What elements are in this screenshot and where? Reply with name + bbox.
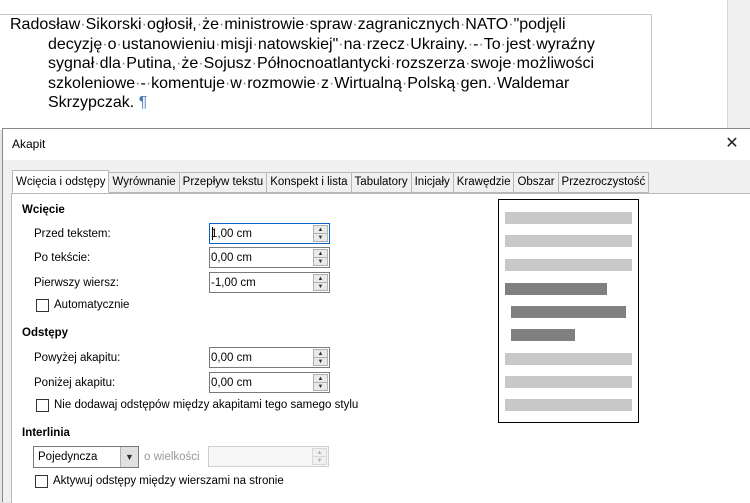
no-space-same-style-row[interactable] (36, 397, 358, 413)
spin-down-icon[interactable]: ▼ (313, 358, 328, 366)
after-text-input[interactable] (210, 248, 312, 267)
line-spacing-heading: Interlinia (22, 427, 70, 439)
after-text-label: Po tekście: (34, 252, 91, 264)
tab-alignment[interactable]: Wyrównanie (109, 172, 179, 193)
document-line: szkoleniowe·-·komentuje·w·rozmowie·z·Wirtualną·Polską·gen.·Waldemar (48, 74, 570, 92)
close-icon[interactable]: ✕ (725, 135, 739, 152)
space-mark: · (401, 74, 408, 92)
space-mark: · (141, 16, 147, 33)
automatic-checkbox[interactable] (36, 299, 49, 312)
space-mark: · (500, 35, 506, 53)
space-mark: · (390, 55, 396, 72)
space-mark: · (252, 35, 258, 53)
preview-line (511, 306, 626, 318)
chevron-down-icon[interactable]: ▼ (120, 447, 138, 467)
space-mark: · (135, 74, 141, 92)
spin-down-icon[interactable]: ▼ (313, 283, 328, 291)
preview-line (505, 235, 632, 247)
before-text-input[interactable] (210, 224, 312, 243)
document-line: decyzję·o·ustanowieniu·misji·natowskiej"·na·rzecz·Ukrainy.·-·To·jest·wyraźny (48, 35, 595, 53)
space-mark: · (304, 16, 310, 33)
space-mark: · (145, 74, 152, 92)
preview-line (505, 212, 632, 224)
space-mark: · (94, 55, 100, 72)
line-spacing-select[interactable] (33, 446, 139, 468)
page-line-spacing-checkbox[interactable] (35, 475, 48, 488)
tab-drop-caps[interactable]: Inicjały (412, 172, 454, 193)
paragraph-preview (498, 199, 639, 423)
document-line: sygnał·dla·Putina,·że·Sojusz·Północnoatlantycki·rozszerza·swoje·możliwości (48, 55, 595, 72)
space-mark: · (198, 55, 204, 72)
no-space-same-style-label: Nie dodawaj odstępów między akapitami tego samego stylu (54, 399, 359, 411)
first-line-spinbox[interactable] (209, 272, 330, 293)
spin-up-icon[interactable]: ▲ (313, 225, 328, 234)
after-text-spinbox[interactable] (209, 247, 330, 268)
above-paragraph-label: Powyżej akapitu: (34, 352, 121, 364)
above-paragraph-input[interactable] (210, 348, 312, 367)
tab-area[interactable]: Obszar (514, 172, 558, 193)
spin-up-icon[interactable]: ▲ (313, 349, 328, 358)
first-line-input[interactable] (210, 273, 312, 292)
preview-line (505, 399, 632, 411)
space-mark: · (102, 35, 108, 53)
document-line: Radosław·Sikorski·ogłosił,·że·ministrowie·spraw·zagranicznych·NATO·"podjęli (10, 16, 566, 33)
spin-down-icon[interactable]: ▼ (313, 258, 328, 266)
preview-line (505, 259, 632, 271)
tab-indents-spacing[interactable]: Wcięcia i odstępy (12, 170, 109, 193)
tab-tabs[interactable]: Tabulatory (352, 172, 412, 193)
preview-line (505, 353, 632, 365)
below-paragraph-spinbox[interactable] (209, 372, 330, 393)
preview-line (505, 283, 607, 295)
below-paragraph-input[interactable] (210, 373, 312, 392)
size-label: o wielkości (144, 451, 200, 463)
dialog-titlebar[interactable] (3, 129, 750, 160)
space-mark: · (196, 16, 203, 33)
spin-up-icon: ▲ (312, 448, 327, 457)
tab-borders[interactable]: Krawędzie (454, 172, 515, 193)
space-mark: · (404, 35, 411, 53)
space-mark: · (352, 16, 358, 33)
preview-line (511, 329, 575, 341)
space-mark: · (328, 74, 335, 92)
above-paragraph-spinbox[interactable] (209, 347, 330, 368)
automatic-label: Automatycznie (54, 299, 130, 311)
document-line (10, 93, 650, 113)
spin-up-icon[interactable]: ▲ (313, 249, 328, 258)
before-text-label: Przed tekstem: (34, 228, 111, 240)
page-line-spacing-label: Aktywuj odstępy między wierszami na stronie (53, 475, 284, 487)
spin-up-icon[interactable]: ▲ (313, 274, 328, 283)
space-mark: · (218, 16, 225, 33)
preview-line (505, 376, 632, 388)
space-mark: · (241, 74, 248, 92)
indent-heading: Wcięcie (22, 204, 65, 216)
before-text-spinbox[interactable] (209, 223, 330, 244)
document-page[interactable] (0, 0, 727, 130)
space-mark: · (116, 35, 122, 53)
below-paragraph-label: Poniżej akapitu: (34, 377, 116, 389)
space-mark: · (80, 16, 86, 33)
tab-text-flow[interactable]: Przepływ tekstu (180, 172, 268, 193)
pilcrow-mark: ¶ (138, 94, 148, 111)
spin-down-icon[interactable]: ▼ (313, 234, 328, 242)
spin-down-icon: ▼ (312, 457, 327, 465)
space-mark: · (251, 55, 257, 72)
space-mark: · (315, 74, 321, 92)
automatic-checkbox-row[interactable] (36, 297, 129, 313)
space-mark: · (224, 74, 231, 92)
space-mark: · (508, 16, 514, 33)
space-mark: · (511, 55, 517, 72)
spin-down-icon[interactable]: ▼ (313, 383, 328, 391)
space-mark: · (338, 35, 344, 53)
space-mark: · (120, 55, 127, 72)
space-mark: · (491, 74, 498, 92)
tab-outline-list[interactable]: Konspekt i lista (267, 172, 351, 193)
space-mark: · (361, 35, 367, 53)
line-spacing-value: Pojedyncza (38, 451, 98, 463)
space-mark: · (215, 35, 221, 53)
text-caret (212, 227, 213, 240)
tab-transparency[interactable]: Przezroczystość (559, 172, 650, 193)
dialog-title: Akapit (12, 137, 46, 151)
page-line-spacing-row[interactable] (35, 473, 284, 489)
space-mark: · (455, 74, 461, 92)
space-mark: · (176, 55, 182, 72)
size-spinbox[interactable] (208, 446, 329, 467)
spacing-heading: Odstępy (22, 327, 69, 339)
document-paragraph[interactable] (10, 15, 650, 113)
first-line-label: Pierwszy wiersz: (34, 277, 119, 289)
spin-up-icon[interactable]: ▲ (313, 374, 328, 383)
document-line-text: Skrzypczak. (48, 94, 135, 111)
no-space-same-style-checkbox[interactable] (36, 399, 49, 412)
space-mark: · (459, 16, 466, 33)
size-input[interactable] (209, 447, 311, 466)
space-mark: · (467, 35, 474, 53)
space-mark: · (530, 35, 537, 53)
space-mark: · (478, 35, 484, 53)
dialog-tabs (12, 171, 649, 193)
document-vertical-scrollbar[interactable] (727, 0, 750, 130)
space-mark: · (465, 55, 471, 72)
